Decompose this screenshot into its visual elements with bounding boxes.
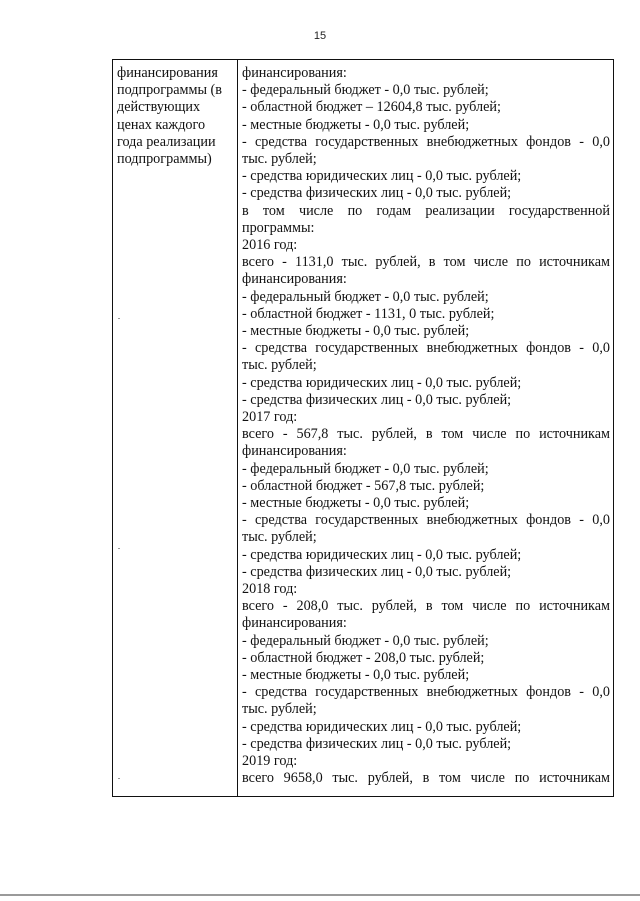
funding-text-line: - средства физических лиц - 0,0 тыс. рублей;: [242, 563, 512, 580]
scan-bottom-edge: [0, 894, 640, 896]
funding-text-line: в том числе по годам реализации государственной: [242, 202, 610, 219]
funding-text-line: тыс. рублей;: [242, 529, 317, 546]
funding-text-line: - местные бюджеты - 0,0 тыс. рублей;: [242, 116, 470, 133]
funding-text-line: всего - 1131,0 тыс. рублей, в том числе по источникам: [242, 254, 610, 271]
label-line: года реализации: [117, 133, 216, 150]
funding-text-line: финансирования:: [242, 615, 347, 632]
funding-text-line: тыс. рублей;: [242, 151, 317, 167]
funding-text-line: 2016 год:: [242, 237, 298, 253]
funding-text-line: - областной бюджет – 12604,8 тыс. рублей;: [242, 99, 501, 116]
funding-text-line: - местные бюджеты - 0,0 тыс. рублей;: [242, 323, 470, 339]
funding-text-line: - средства государственных внебюджетных фондов - 0,0: [242, 133, 610, 150]
funding-text-line: - средства физических лиц - 0,0 тыс. рублей;: [242, 391, 512, 408]
page-number: 15: [313, 30, 327, 42]
label-line: подпрограммы): [117, 151, 212, 168]
table-label-cell: [113, 60, 238, 796]
funding-text-line: тыс. рублей;: [242, 357, 317, 374]
funding-text-line: - средства государственных внебюджетных фондов - 0,0: [242, 684, 610, 701]
funding-text-line: - средства юридических лиц - 0,0 тыс. рублей;: [242, 374, 522, 391]
funding-text-line: 2018 год:: [242, 581, 298, 597]
funding-text-line: - средства юридических лиц - 0,0 тыс. рублей;: [242, 168, 522, 185]
label-line: финансирования: [117, 65, 218, 81]
funding-text-line: - средства физических лиц - 0,0 тыс. рублей;: [242, 185, 512, 202]
label-line: подпрограммы (в: [117, 82, 222, 99]
funding-text-line: тыс. рублей;: [242, 701, 317, 718]
funding-text-line: всего 9658,0 тыс. рублей, в том числе по источникам: [242, 770, 610, 787]
funding-text-line: 2019 год:: [242, 753, 298, 769]
funding-text-line: - местные бюджеты - 0,0 тыс. рублей;: [242, 667, 470, 683]
label-line: действующих: [117, 99, 201, 116]
funding-text-line: финансирования:: [242, 65, 347, 81]
funding-text-line: - средства государственных внебюджетных фондов - 0,0: [242, 340, 610, 357]
funding-text-line: финансирования:: [242, 271, 347, 288]
funding-text-line: - средства юридических лиц - 0,0 тыс. рублей;: [242, 718, 522, 735]
label-line: ценах каждого: [117, 116, 206, 133]
funding-text-line: финансирования:: [242, 443, 347, 460]
scan-speck: [118, 778, 120, 779]
scan-speck: [118, 318, 120, 319]
funding-text-line: - областной бюджет - 208,0 тыс. рублей;: [242, 649, 485, 666]
scan-speck: [118, 548, 120, 549]
funding-text-line: - средства юридических лиц - 0,0 тыс. рублей;: [242, 546, 522, 563]
funding-text-line: - федеральный бюджет - 0,0 тыс. рублей;: [242, 288, 489, 305]
table-value-cell: [238, 60, 613, 796]
funding-text-line: - средства физических лиц - 0,0 тыс. рублей;: [242, 735, 512, 752]
funding-text-line: 2017 год:: [242, 409, 298, 425]
funding-text-line: - областной бюджет - 1131, 0 тыс. рублей;: [242, 305, 495, 322]
funding-text-line: - средства государственных внебюджетных фондов - 0,0: [242, 512, 610, 529]
funding-text-line: всего - 567,8 тыс. рублей, в том числе по источникам: [242, 426, 610, 443]
funding-text-line: - местные бюджеты - 0,0 тыс. рублей;: [242, 495, 470, 511]
funding-text-line: - областной бюджет - 567,8 тыс. рублей;: [242, 477, 485, 494]
funding-text-line: программы:: [242, 219, 315, 236]
funding-text-line: - федеральный бюджет - 0,0 тыс. рублей;: [242, 460, 489, 477]
funding-text-line: всего - 208,0 тыс. рублей, в том числе по источникам: [242, 598, 610, 615]
funding-table: [112, 59, 614, 797]
funding-text-line: - федеральный бюджет - 0,0 тыс. рублей;: [242, 632, 489, 649]
funding-text-line: - федеральный бюджет - 0,0 тыс. рублей;: [242, 82, 489, 99]
